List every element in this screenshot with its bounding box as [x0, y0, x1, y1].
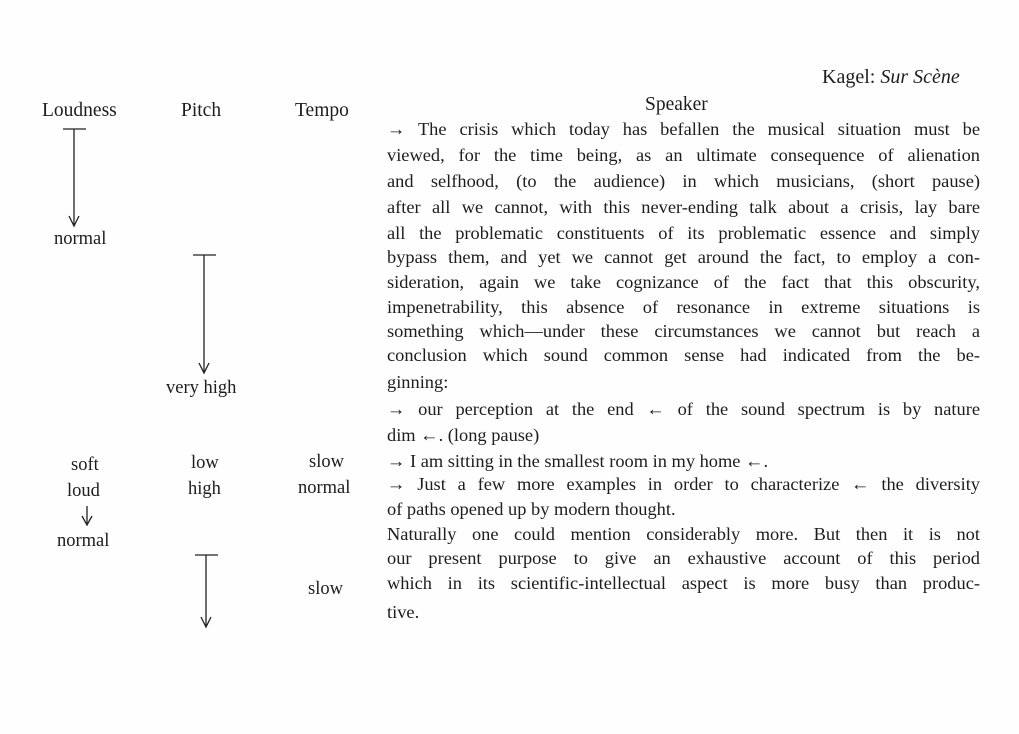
speaker-line: conclusion which sound common sense had indicated from the be- [387, 345, 980, 365]
speaker-line: after all we cannot, with this never-ending talk about a crisis, lay bare [387, 197, 980, 217]
speaker-line: which in its scientific-intellectual aspect is more busy than produc- [387, 573, 980, 593]
speaker-line: → I am sitting in the smallest room in my home ←. [387, 451, 769, 471]
tempo-slow-label-2: slow [308, 579, 343, 599]
speaker-line: → Just a few more examples in order to characterize ← the diversity [387, 474, 980, 494]
speaker-line: of paths opened up by modern thought. [387, 499, 676, 519]
tempo-slow-label: slow [309, 452, 344, 472]
speaker-line: Naturally one could mention considerably more. But then it is not [387, 524, 980, 544]
speaker-line: all the problematic constituents of its problematic essence and simply [387, 223, 980, 243]
work-title: Sur Scène [880, 66, 960, 88]
loudness-normal-label-2: normal [57, 531, 110, 551]
speaker-line: → our perception at the end ← of the sound spectrum is by nature [387, 399, 980, 419]
column-heading-loudness: Loudness [42, 100, 117, 121]
pitch-low-label: low [191, 453, 219, 473]
speaker-line: dim ←. (long pause) [387, 425, 540, 445]
speaker-line: impenetrability, this absence of resonance in extreme situations is [387, 297, 980, 317]
column-heading-tempo: Tempo [295, 100, 349, 121]
speaker-line: and selfhood, (to the audience) in which musicians, (short pause) [387, 171, 980, 191]
speaker-line: tive. [387, 602, 420, 622]
column-heading-speaker: Speaker [645, 94, 708, 115]
tempo-normal-label: normal [298, 478, 351, 498]
pitch-high-label: high [188, 479, 221, 499]
speaker-line: viewed, for the time being, as an ultimate consequence of alienation [387, 145, 980, 165]
speaker-line: bypass them, and yet we cannot get around the fact, to employ a con- [387, 247, 980, 267]
loudness-soft-label: soft [71, 455, 99, 475]
composer-name: Kagel: [822, 66, 876, 88]
speaker-line: our present purpose to give an exhaustive account of this period [387, 548, 980, 568]
column-heading-pitch: Pitch [181, 100, 222, 121]
speaker-line: ginning: [387, 372, 449, 392]
loudness-loud-label: loud [67, 481, 100, 501]
speaker-line: sideration, again we take cognizance of the fact that this obscurity, [387, 272, 980, 292]
loudness-normal-label: normal [54, 229, 107, 249]
speaker-line: something which—under these circumstances we cannot but reach a [387, 321, 980, 341]
pitch-very-high-label: very high [166, 378, 237, 398]
speaker-line: → The crisis which today has befallen the musical situation must be [387, 119, 980, 139]
